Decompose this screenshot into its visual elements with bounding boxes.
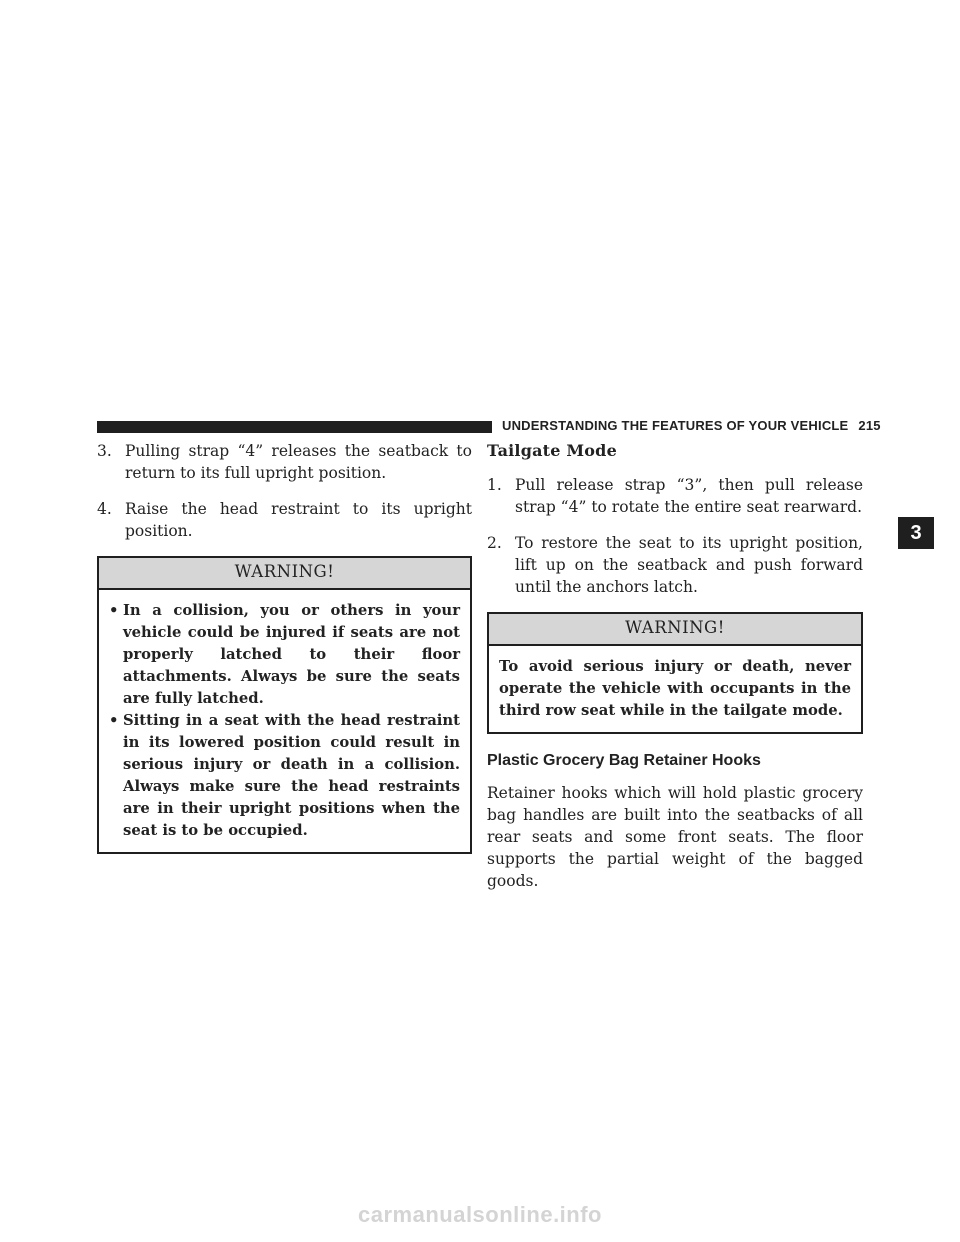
grocery-paragraph: Retainer hooks which will hold plastic grocery bag handles are built into the seatbacks of all rear seats and some front seats. The floor supports the partial weight of the bagged goods. xyxy=(487,784,863,890)
running-header xyxy=(502,418,881,433)
warning-text: To avoid serious injury or death, never operate the vehicle with occupants in the third row seat while in the tailgate mode. xyxy=(499,658,851,719)
left-column xyxy=(97,440,472,854)
bullet-icon: • xyxy=(109,602,119,619)
bullet-icon: • xyxy=(109,712,119,729)
step-item xyxy=(97,440,472,484)
warning-box xyxy=(487,612,863,734)
page-number: 215 xyxy=(858,418,881,433)
step-number: 4. xyxy=(97,500,112,518)
warning-bullet-text: Sitting in a seat with the head restraint in its lowered position could result in serious injury or death in a collision. Always make sure the head restraints are in their upright positions when the seat is to be occupied. xyxy=(123,712,460,839)
step-item xyxy=(97,498,472,542)
section-title: UNDERSTANDING THE FEATURES OF YOUR VEHICLE xyxy=(502,418,849,433)
header-rule xyxy=(97,421,492,433)
warning-title: WARNING! xyxy=(99,558,470,590)
warning-title: WARNING! xyxy=(489,614,861,646)
grocery-heading: Plastic Grocery Bag Retainer Hooks xyxy=(487,752,761,769)
warning-body xyxy=(489,646,861,732)
step-text: Pulling strap “4” releases the seatback to return to its full upright position. xyxy=(125,442,472,482)
warning-box xyxy=(97,556,472,854)
step-text: Raise the head restraint to its upright position. xyxy=(125,500,472,540)
watermark: carmanualsonline.info xyxy=(358,1202,602,1227)
step-number: 3. xyxy=(97,442,112,460)
warning-bullet-text: In a collision, you or others in your vehicle could be injured if seats are not properly latched to their floor attachments. Always be sure the seats are fully latched. xyxy=(123,602,460,707)
step-number: 1. xyxy=(487,476,502,494)
tailgate-heading: Tailgate Mode xyxy=(487,441,617,460)
step-number: 2. xyxy=(487,534,502,552)
step-text: Pull release strap “3”, then pull release strap “4” to rotate the entire seat rearward. xyxy=(515,476,863,516)
step-item xyxy=(487,532,863,598)
warning-bullet xyxy=(109,600,460,710)
step-item xyxy=(487,474,863,518)
warning-bullet xyxy=(109,710,460,842)
warning-body xyxy=(99,590,470,852)
chapter-tab: 3 xyxy=(898,517,934,549)
step-text: To restore the seat to its upright position, lift up on the seatback and push forward until the anchors latch. xyxy=(515,534,863,596)
right-column xyxy=(487,440,863,892)
